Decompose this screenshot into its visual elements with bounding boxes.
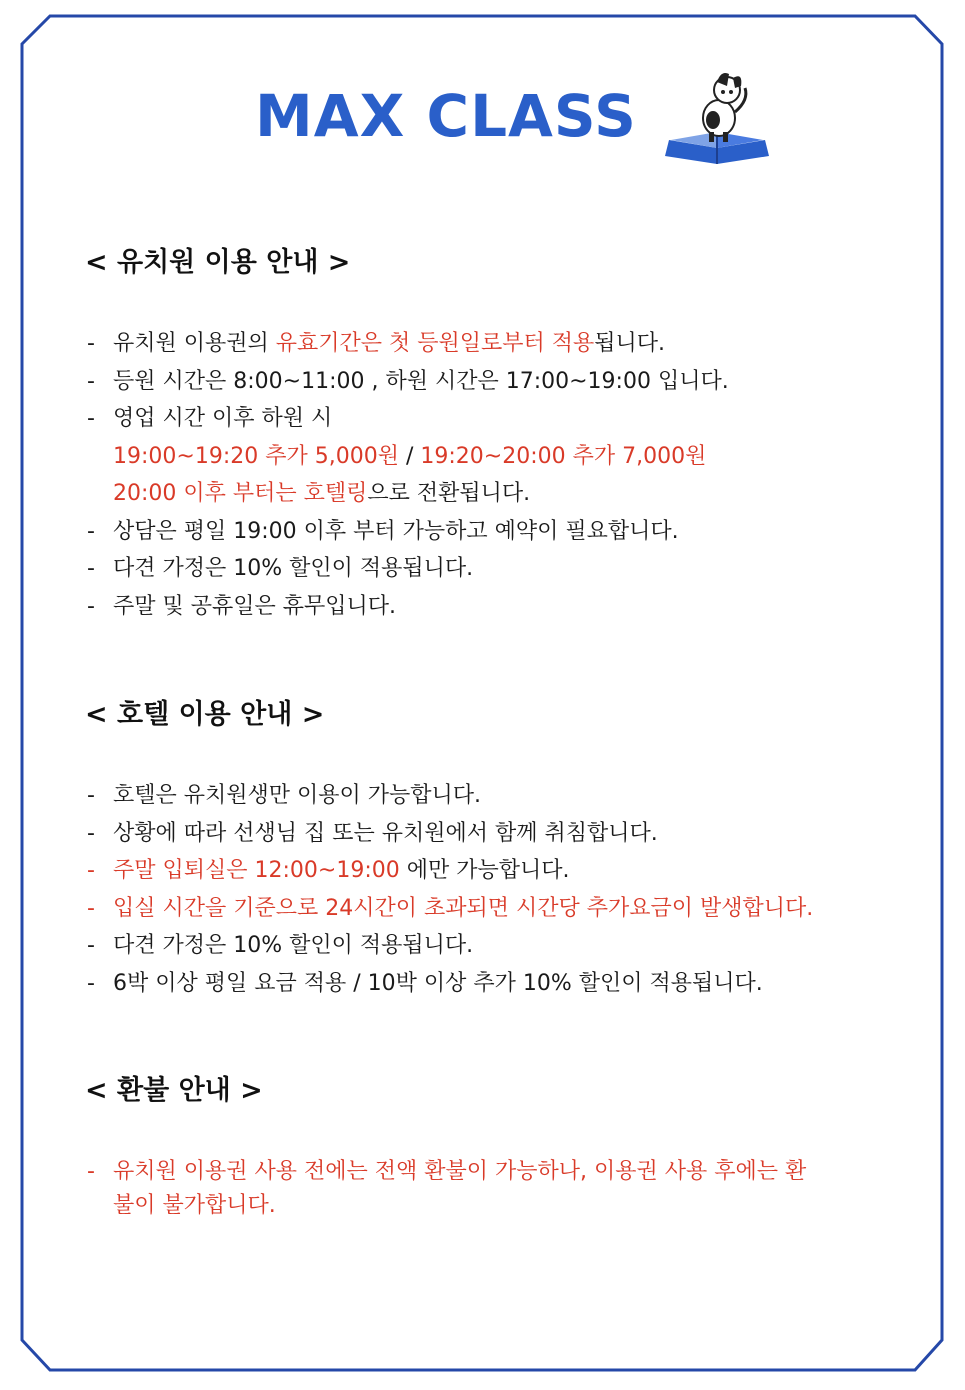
item-highlight: 입실 시간을 기준으로 24시간이 초과되면 시간당 추가요금이 발생합니다. <box>113 895 814 921</box>
bullet-dash: - <box>87 406 95 431</box>
logo <box>255 60 785 180</box>
item-text: 상담은 평일 19:00 이후 부터 가능하고 예약이 필요합니다. <box>113 518 679 544</box>
item-text: 등원 시간은 8:00~11:00 , 하원 시간은 17:00~19:00 입니다. <box>113 368 729 394</box>
list-item <box>85 588 885 626</box>
list-item <box>85 1155 885 1223</box>
bullet-dash: - <box>87 556 95 581</box>
list-item <box>85 325 885 363</box>
list-item <box>85 363 885 401</box>
bullet-dash: - <box>87 820 95 846</box>
bullet-dash: - <box>87 593 95 619</box>
logo-text: MAX CLASS <box>255 82 637 150</box>
refund-section <box>85 1068 885 1223</box>
hotel-section <box>85 692 885 1002</box>
refund-list <box>85 1155 885 1223</box>
item-separator: / <box>405 443 414 469</box>
bullet-dash: - <box>87 783 95 808</box>
item-line <box>113 438 885 476</box>
item-text: 에만 가능합니다. <box>399 858 570 883</box>
item-highlight: 유치원 이용권 사용 전에는 전액 환불이 가능하나, 이용권 사용 후에는 환 <box>113 1159 807 1184</box>
item-highlight: 20:00 이후 부터는 호텔링 <box>113 481 368 506</box>
refund-title: < 환불 안내 > <box>85 1075 263 1106</box>
item-highlight: 유효기간은 첫 등원일로부터 적용 <box>275 331 595 356</box>
list-item <box>85 777 885 815</box>
bullet-dash: - <box>87 518 95 544</box>
item-text: 영업 시간 이후 하원 시 <box>113 406 333 431</box>
bullet-dash: - <box>87 368 95 394</box>
item-text: 유치원 이용권의 <box>113 331 276 356</box>
bullet-dash: - <box>87 895 95 921</box>
item-highlight: 불이 불가합니다. <box>113 1193 276 1218</box>
bullet-dash: - <box>87 1159 95 1184</box>
list-item <box>85 815 885 853</box>
hotel-list <box>85 777 885 1002</box>
item-text: 다견 가정은 10% 할인이 적용됩니다. <box>113 933 474 958</box>
list-item <box>85 927 885 965</box>
list-item <box>85 890 885 928</box>
list-item <box>85 852 885 890</box>
list-item <box>85 965 885 1003</box>
item-text: 주말 및 공휴일은 휴무입니다. <box>113 593 396 619</box>
item-text: 다견 가정은 10% 할인이 적용됩니다. <box>113 556 474 581</box>
bullet-dash: - <box>87 331 95 356</box>
kindergarten-title: < 유치원 이용 안내 > <box>85 247 351 278</box>
item-highlight: 19:00~19:20 추가 5,000원 <box>113 443 406 469</box>
item-text: 6박 이상 평일 요금 적용 / 10박 이상 추가 10% 할인이 적용됩니다. <box>113 970 763 996</box>
bullet-dash: - <box>87 933 95 958</box>
item-text: 상황에 따라 선생님 집 또는 유치원에서 함께 취침합니다. <box>113 820 658 846</box>
kindergarten-section <box>85 240 885 625</box>
bullet-dash: - <box>87 858 95 883</box>
list-item <box>85 513 885 551</box>
kindergarten-list <box>85 325 885 625</box>
bullet-dash: - <box>87 970 95 996</box>
list-item <box>85 400 885 513</box>
item-text: 호텔은 유치원생만 이용이 가능합니다. <box>113 783 482 808</box>
dog-reading-book-icon <box>657 60 777 170</box>
item-text: 으로 전환됩니다. <box>367 481 531 506</box>
item-line <box>113 475 885 513</box>
list-item <box>85 550 885 588</box>
hotel-title: < 호텔 이용 안내 > <box>85 699 325 730</box>
item-highlight: 19:20~20:00 추가 7,000원 <box>413 443 707 469</box>
item-highlight: 주말 입퇴실은 12:00~19:00 <box>113 858 400 883</box>
item-text: 됩니다. <box>594 331 666 356</box>
